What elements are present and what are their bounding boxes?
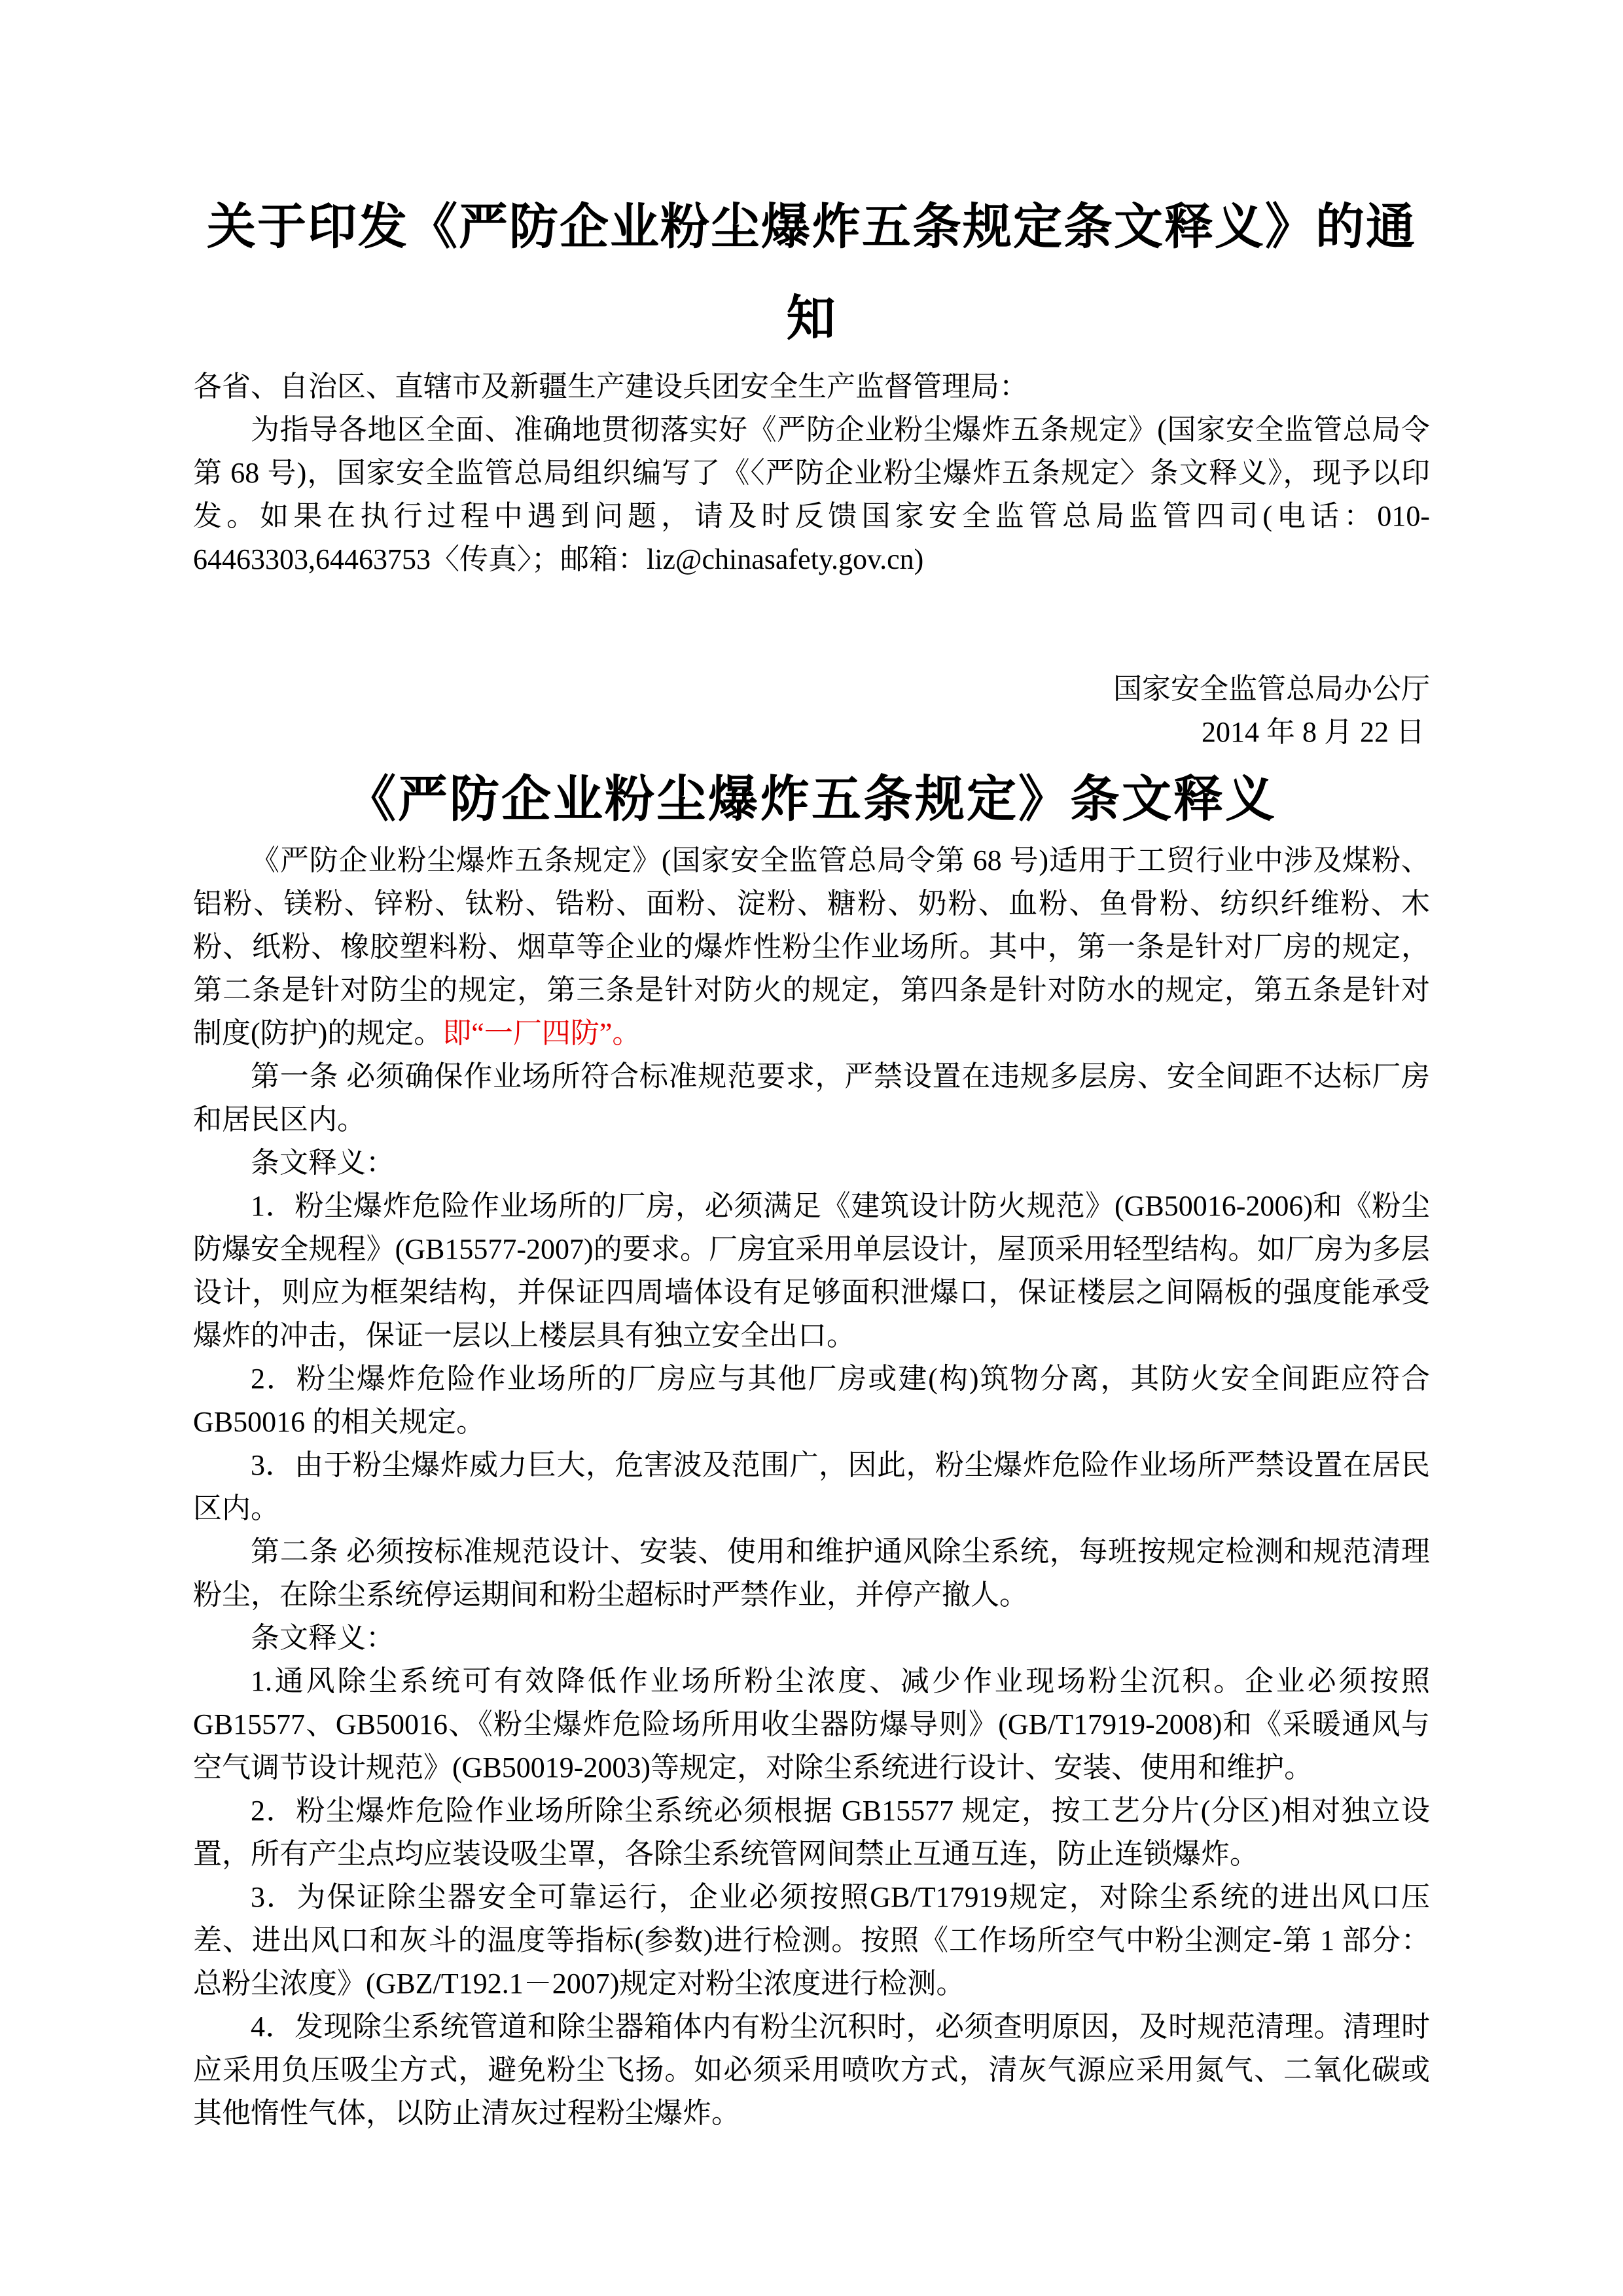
article-1-clause: 第一条 必须确保作业场所符合标准规范要求，严禁设置在违规多层房、安全间距不达标厂房和居民区内。 (193, 1060, 1430, 1136)
article-2-note-2: 2．粉尘爆炸危险作业场所除尘系统必须根据 GB15577 规定，按工艺分片(分区)相对独立设置，所有产尘点均应装设吸尘罩，各除尘系统管网间禁止互通互连，防止连锁爆炸。 (193, 1795, 1430, 1870)
salutation: 各省、自治区、直辖市及新疆生产建设兵团安全生产监督管理局： (193, 370, 1028, 403)
signature-date: 2014 年 8 月 22 日 (1202, 716, 1425, 748)
article-1-notes-heading: 条文释义： (251, 1147, 395, 1179)
interpretation-heading: 《严防企业粉尘爆炸五条规定》条文释义 (346, 772, 1277, 827)
signature-org: 国家安全监管总局办公厅 (1113, 673, 1430, 705)
article-1-note-2: 2．粉尘爆炸危险作业场所的厂房应与其他厂房或建(构)筑物分离，其防火安全间距应符合GB50016 的相关规定。 (193, 1363, 1430, 1438)
article-1-note-3: 3．由于粉尘爆炸威力巨大，危害波及范围广，因此，粉尘爆炸危险作业场所严禁设置在居民区内。 (193, 1449, 1430, 1524)
notice-title: 关于印发《严防企业粉尘爆炸五条规定条文释义》的通知 (206, 200, 1416, 346)
notice-intro-paragraph: 为指导各地区全面、准确地贯彻落实好《严防企业粉尘爆炸五条规定》(国家安全监管总局令第 68 号)，国家安全监管总局组织编写了《〈严防企业粉尘爆炸五条规定〉条文释义》，现予以印发。如果在执行过程中遇到问题，请及时反馈国家安全监管总局监管四司(电话：010-64463303,64463753〈传真〉；邮箱：liz@chinasafety.gov.cn) (193, 414, 1430, 575)
article-2-note-1: 1.通风除尘系统可有效降低作业场所粉尘浓度、减少作业现场粉尘沉积。企业必须按照 GB15577、GB50016、《粉尘爆炸危险场所用收尘器防爆导则》(GB/T17919-2008)和《采暖通风与空气调节设计规范》(GB50019-2003)等规定，对除尘系统进行设计、安装、使用和维护。 (193, 1665, 1430, 1784)
article-2-note-3: 3．为保证除尘器安全可靠运行，企业必须按照GB/T17919规定，对除尘系统的进出风口压差、进出风口和灰斗的温度等指标(参数)进行检测。按照《工作场所空气中粉尘测定-第 1 部分：总粉尘浓度》(GBZ/T192.1－2007)规定对粉尘浓度进行检测。 (193, 1881, 1430, 2000)
interpretation-overview (193, 839, 1430, 1055)
overview-text: 《严防企业粉尘爆炸五条规定》(国家安全监管总局令第 68 号)适用于工贸行业中涉及煤粉、铝粉、镁粉、锌粉、钛粉、锆粉、面粉、淀粉、糖粉、奶粉、血粉、鱼骨粉、纺织纤维粉、木粉、纸粉、橡胶塑料粉、烟草等企业的爆炸性粉尘作业场所。其中，第一条是针对厂房的规定，第二条是针对防尘的规定，第三条是针对防火的规定，第四条是针对防水的规定，第五条是针对制度(防护)的规定。 (193, 844, 1430, 1049)
overview-highlight: 即“一厂四防”。 (442, 1017, 641, 1049)
article-1-note-1: 1．粉尘爆炸危险作业场所的厂房，必须满足《建筑设计防火规范》(GB50016-2006)和《粉尘防爆安全规程》(GB15577-2007)的要求。厂房宜采用单层设计，屋顶采用轻型结构。如厂房为多层设计，则应为框架结构，并保证四周墙体设有足够面积泄爆口，保证楼层之间隔板的强度能承受爆炸的冲击，保证一层以上楼层具有独立安全出口。 (193, 1190, 1430, 1352)
signature-block (193, 668, 1430, 754)
article-2-notes-heading: 条文释义： (251, 1622, 395, 1654)
article-2-note-4: 4．发现除尘系统管道和除尘器箱体内有粉尘沉积时，必须查明原因，及时规范清理。清理时应采用负压吸尘方式，避免粉尘飞扬。如必须采用喷吹方式，清灰气源应采用氮气、二氧化碳或其他惰性气体，以防止清灰过程粉尘爆炸。 (193, 2011, 1430, 2129)
article-2-clause: 第二条 必须按标准规范设计、安装、使用和维护通风除尘系统，每班按规定检测和规范清理粉尘，在除尘系统停运期间和粉尘超标时严禁作业，并停产撤人。 (193, 1535, 1430, 1611)
